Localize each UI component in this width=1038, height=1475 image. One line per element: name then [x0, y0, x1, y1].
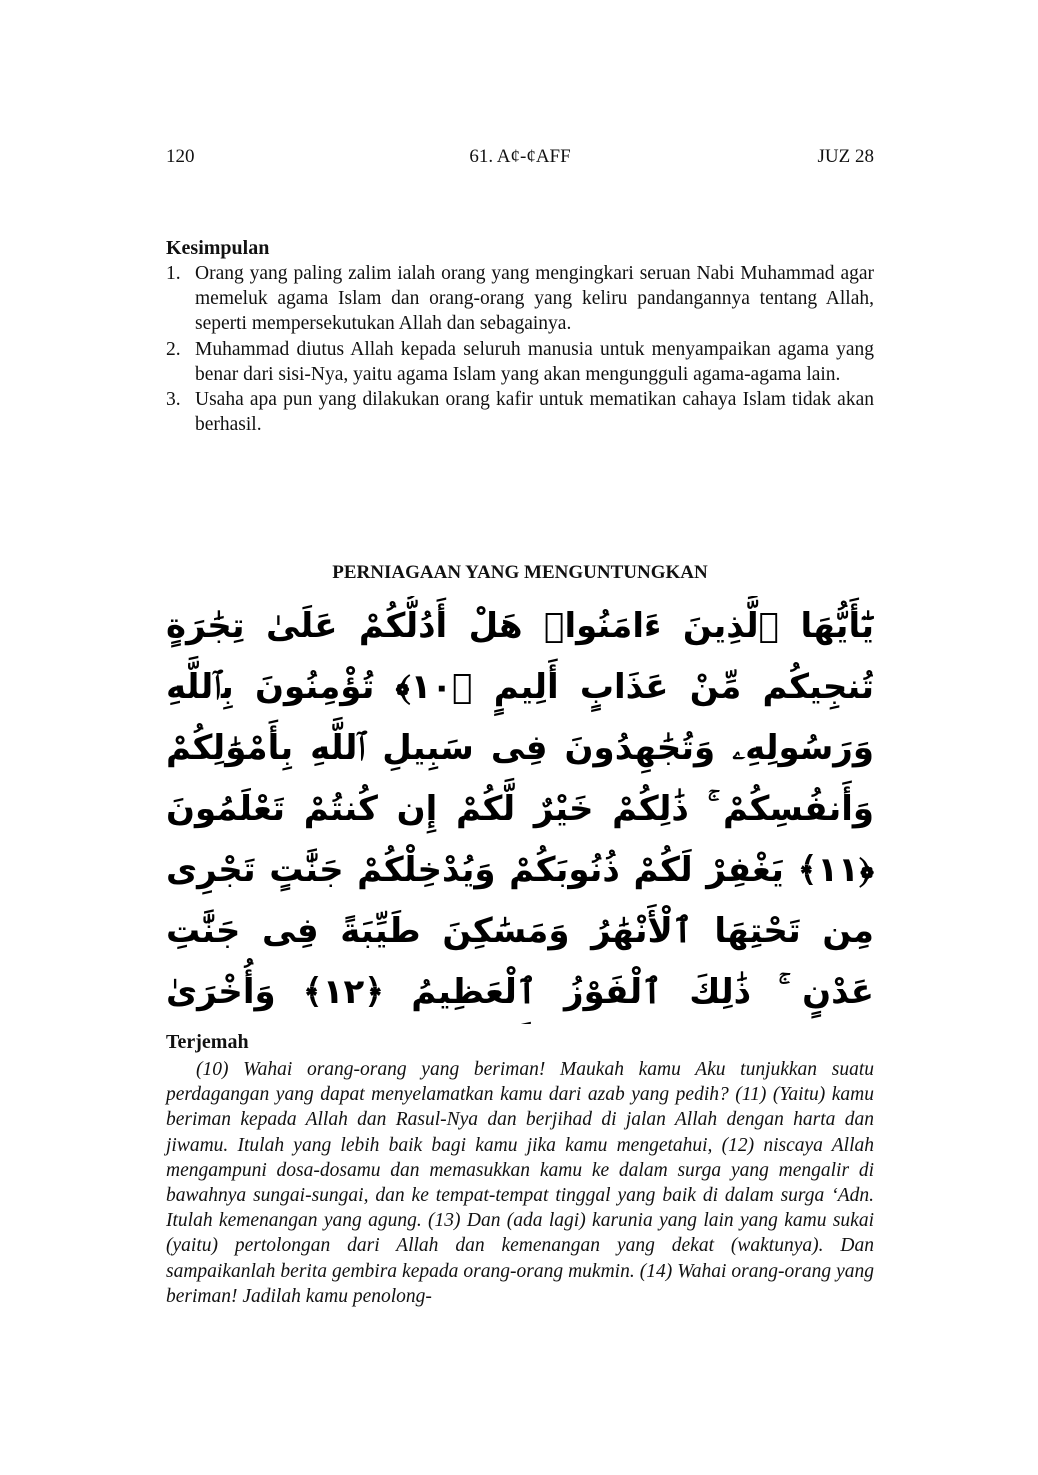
- page-header: [166, 146, 874, 174]
- page-number: 120: [166, 146, 195, 167]
- translation-title: Terjemah: [166, 1031, 249, 1053]
- list-item-number: 2.: [166, 338, 181, 360]
- list-item-text: Orang yang paling zalim ialah orang yang mengingkari seruan Nabi Muhammad agar memeluk agama Islam dan orang-orang yang keliru pandangannya tentang Allah, seperti mempersekutukan Allah dan sebagainya.: [195, 263, 874, 335]
- list-item: [166, 387, 874, 437]
- conclusion-list: [166, 261, 874, 437]
- list-item-number: 3.: [166, 389, 181, 411]
- chapter-title: 61. A¢-¢AFF: [469, 146, 571, 167]
- list-item-number: 1.: [166, 263, 181, 284]
- translation-text: (10) Wahai orang-orang yang beriman! Maukah kamu Aku tunjukkan suatu perdagangan yang dapat menyelamatkan kamu dari azab yang pedih? (11) (Yaitu) kamu beriman kepada Allah dan Rasul-Nya dan berjihad di jalan Allah dengan harta dan jiwamu. Itulah yang lebih baik bagi kamu jika kamu mengetahui, (12) niscaya Allah mengampuni dosa-dosamu dan memasukkan kamu ke dalam surga yang mengalir di bawahnya sungai-sungai, dan ke tempat-tempat tinggal yang baik di dalam surga ‘Adn. Itulah kemenangan yang agung. (13) Dan (ada lagi) karunia yang lain yang kamu sukai (yaitu) pertolongan dari Allah dan kemenangan yang dekat (waktunya). Dan sampaikanlah berita gembira kepada orang-orang mukmin. (14) Wahai orang-orang yang beriman! Jadilah kamu penolong-: [166, 1059, 874, 1307]
- list-item: [166, 261, 874, 337]
- list-item: [166, 337, 874, 387]
- section-heading: PERNIAGAAN YANG MENGUNTUNGKAN: [332, 562, 708, 583]
- conclusion-title: Kesimpulan: [166, 237, 270, 259]
- list-item-text: Muhammad diutus Allah kepada seluruh manusia untuk menyampaikan agama yang benar dari sisi-Nya, yaitu agama Islam yang akan mengungguli agama-agama lain.: [195, 338, 874, 385]
- arabic-verses: يَٰٓأَيُّهَا ٱلَّذِينَ ءَامَنُوا۟ هَلْ أَدُلُّكُمْ عَلَىٰ تِجَٰرَةٍ تُنجِيكُم مِّنْ عَذَابٍ أَلِيمٍ ﴿١٠﴾ تُؤْمِنُونَ بِٱللَّهِ وَرَسُولِهِۦ وَتُجَٰهِدُونَ فِى سَبِيلِ ٱللَّهِ بِأَمْوَٰلِكُمْ وَأَنفُسِكُمْ ۚ ذَٰلِكُمْ خَيْرٌ لَّكُمْ إِن كُنتُمْ تَعْلَمُونَ ﴿١١﴾ يَغْفِرْ لَكُمْ ذُنُوبَكُمْ وَيُدْخِلْكُمْ جَنَّٰتٍ تَجْرِى مِن تَحْتِهَا ٱلْأَنْهَٰرُ وَمَسَٰكِنَ طَيِّبَةً فِى جَنَّٰتِ عَدْنٍ ۚ ذَٰلِكَ ٱلْفَوْزُ ٱلْعَظِيمُ ﴿١٢﴾ وَأُخْرَىٰ: [166, 606, 874, 1012]
- juz-label: JUZ 28: [817, 146, 874, 167]
- list-item-text: Usaha apa pun yang dilakukan orang kafir untuk mematikan cahaya Islam tidak akan berhasil.: [195, 389, 874, 436]
